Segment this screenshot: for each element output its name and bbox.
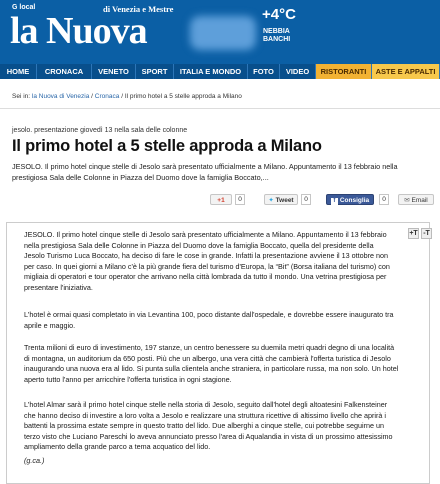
facebook-recommend-button[interactable] <box>326 194 374 205</box>
divider <box>0 108 440 109</box>
weather-condition-2: BANCHI <box>263 36 291 43</box>
tweet-button[interactable] <box>264 194 298 205</box>
nav-home[interactable]: HOME <box>0 64 37 79</box>
article-headline: Il primo hotel a 5 stelle approda a Milano <box>12 137 322 155</box>
email-label: Email <box>411 197 428 204</box>
article-paragraph: Trenta milioni di euro di investimento, 197 stanze, un centro benessere su duemila metri quadri degno di una località di montagna, un auditorium da 650 posti. Più che un albergo, una vera città che cambierà l'offerta turistica di Jesolo inaugurando una nuova era al lido. Si punta sulla clientela anche straniera, in particolare russa, ma non solo. Un hotel aperto tutto l'anno per arricchire l'offerta turistica in ogni stagione. <box>24 343 399 384</box>
article-signature: (g.ca.) <box>24 456 45 465</box>
article-paragraph: L'hotel Almar sarà il primo hotel cinque stelle nella storia di Jesolo, seguito dall'hotel degli altoatesini Falkensteiner che hanno deciso di investire a loro volta a Jesolo e realizzare una struttura ricettive di altissimo livello che aprirà i battenti la prossima estate sempre in questo tratto del lido. Due alberghi a cinque stelle, cui potrebbe seguirne un terzo visto che Luciano Pareschi lo aveva annunciato presso l'area di Aqualandia in vista di un prossimo attesissimo ampliamento della grande parco a tema acquatico del lido. <box>24 400 393 452</box>
weather-condition-1: NEBBIA <box>263 28 290 35</box>
breadcrumb-separator: / <box>121 93 123 100</box>
article-kicker: jesolo. presentazione giovedì 13 nella sala delle colonne <box>12 127 188 134</box>
nav-sport[interactable]: SPORT <box>136 64 174 79</box>
nav-aste-e-appalti[interactable]: ASTE E APPALTI <box>372 64 440 79</box>
logo-local: G local <box>12 4 36 11</box>
font-increase-button[interactable]: +T <box>409 230 418 237</box>
nav-video[interactable]: VIDEO <box>280 64 316 79</box>
breadcrumb-section-link[interactable]: Cronaca <box>94 93 120 100</box>
weather-temperature: +4°C <box>262 6 296 23</box>
nav-ristoranti[interactable]: RISTORANTI <box>316 64 372 79</box>
nav-veneto[interactable]: VENETO <box>92 64 136 79</box>
font-decrease-button[interactable]: -T <box>421 228 432 239</box>
breadcrumb-separator: / <box>91 93 93 100</box>
article-paragraph: JESOLO. Il primo hotel cinque stelle di Jesolo sarà presentato ufficialmente a Milano. Appuntamento il 13 febbraio nella prestigiosa Sala delle Colonne in Piazza del Duomo dove la famiglia Boccato, quella del presidente della Jesolo Turismo Luca Boccato, ha deciso di fare le cose in grande. Infatti la presentazione avviene il 13 ottobre non per caso. In quei giorni a Milano c'è la più grande fiera del turismo d'Europa, la “Bit” (Borsa italiana del turismo) con migliaia di operatori e tour operator che arrivano nella città lombrada da tutto il mondo. Una vetrina prestigiosa per presentare l'iniziativa. <box>24 230 390 292</box>
facebook-count: 0 <box>379 194 389 205</box>
email-button[interactable] <box>398 194 434 205</box>
social-share-bar <box>0 192 440 208</box>
gplus-button[interactable]: +1 <box>210 194 232 205</box>
article-paragraph: L'hotel è ormai quasi completato in via Levantina 100, poco distante dall'ospedale, e dovrebbe essere inaugurato tra aprile e maggio. <box>24 310 394 330</box>
breadcrumb-current: Il primo hotel a 5 stelle approda a Milano <box>124 93 242 100</box>
font-size-controls <box>406 228 432 239</box>
article-summary: JESOLO. Il primo hotel cinque stelle di Jesolo sarà presentato ufficialmente a Milano. Appuntamento il 13 febbraio nella prestigiosa Sala delle Colonne in Piazza del Duomo dove la famiglia Boccato,... <box>12 162 398 182</box>
twitter-bird-icon: ✦ <box>268 197 274 204</box>
envelope-icon: ✉ <box>404 197 410 204</box>
masthead <box>0 0 440 64</box>
breadcrumb <box>12 93 242 100</box>
breadcrumb-prefix: Sei in: <box>12 93 31 100</box>
site-logo[interactable]: la Nuova <box>10 10 147 52</box>
facebook-recommend-label: Consiglia <box>339 197 370 204</box>
nav-italia-e-mondo[interactable]: ITALIA E MONDO <box>174 64 248 79</box>
weather-ad-blurred <box>190 16 256 50</box>
nav-foto[interactable]: FOTO <box>248 64 280 79</box>
breadcrumb-home-link[interactable]: la Nuova di Venezia <box>31 93 90 100</box>
tweet-label: Tweet <box>275 197 294 204</box>
tweet-count: 0 <box>301 194 311 205</box>
logo-subtitle: di Venezia e Mestre <box>103 4 174 14</box>
gplus-count: 0 <box>235 194 245 205</box>
main-nav <box>0 64 440 79</box>
nav-cronaca[interactable]: CRONACA <box>37 64 92 79</box>
facebook-icon: f <box>331 198 338 205</box>
